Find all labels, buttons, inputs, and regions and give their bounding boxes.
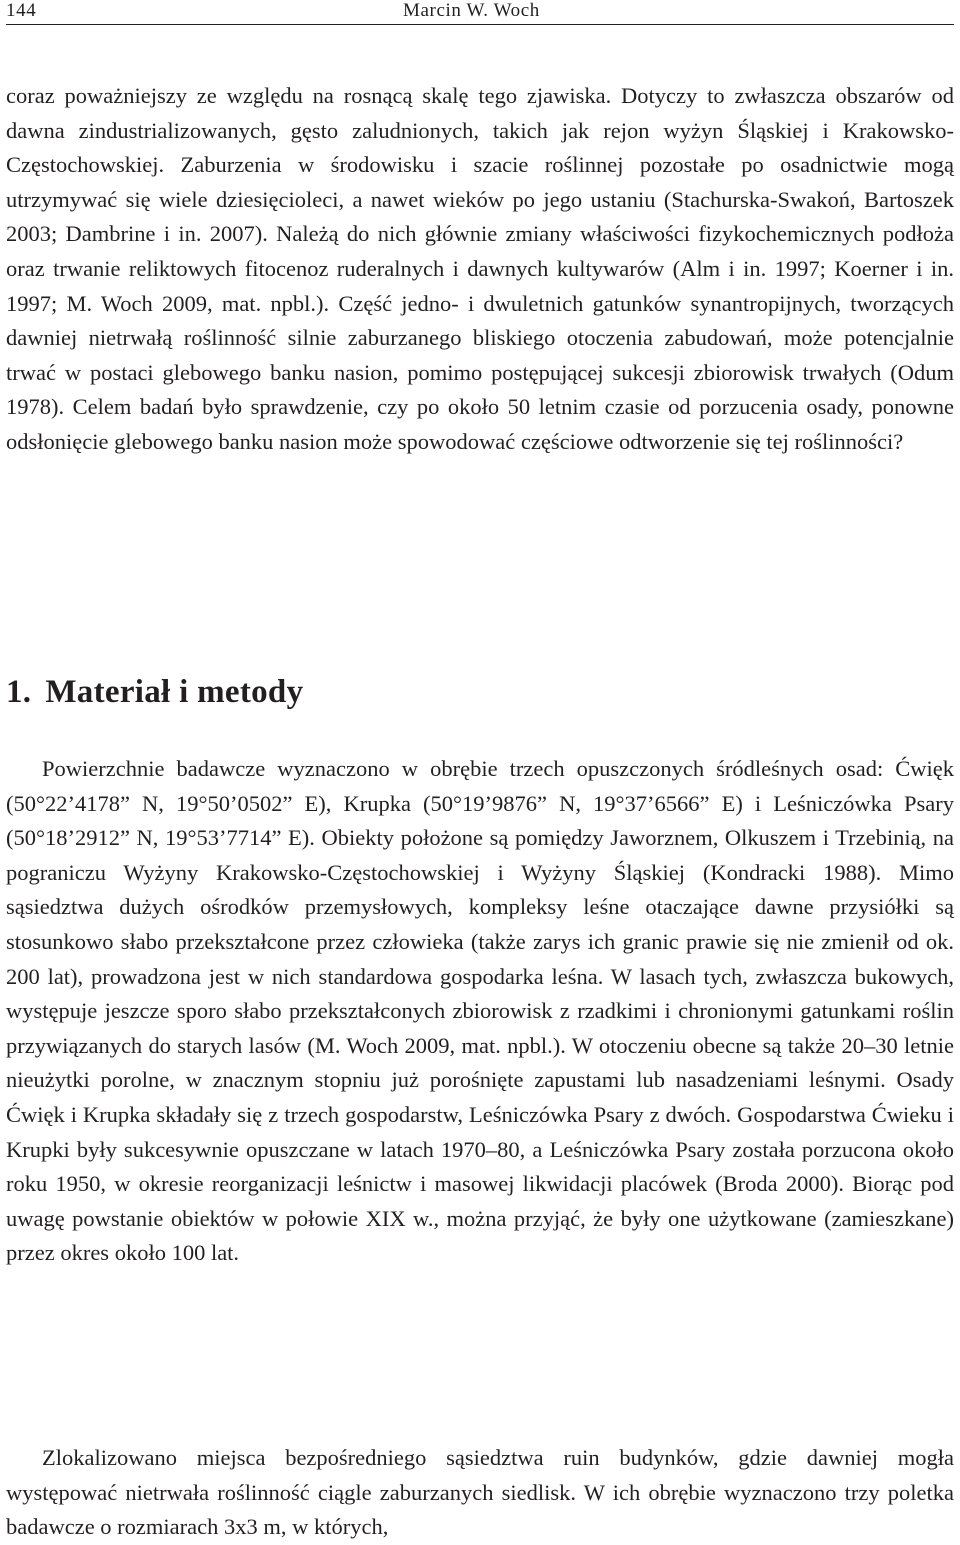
running-header bbox=[6, 0, 954, 25]
body-paragraph-intro: coraz poważniejszy ze względu na rosnącą skalę tego zjawiska. Dotyczy to zwłaszcza obszarów od dawna zindustrializowanych, gęsto zaludnionych, takich jak rejon wyżyn Śląskiej i Krakowsko-Częstochowskiej. Zaburzenia w środowisku i szacie roślinnej pozostałe po osadnictwie mogą utrzymywać się wiele dziesięcioleci, a nawet wieków po jego ustaniu (Stachurska-Swakoń, Bartoszek 2003; Dambrine i in. 2007). Należą do nich głównie zmiany właściwości fizykochemicznych podłoża oraz trwanie reliktowych fitocenoz ruderalnych i dawnych kultywarów (Alm i in. 1997; Koerner i in. 1997; M. Woch 2009, mat. npbl.). Część jedno- i dwuletnich gatunków synantropijnych, tworzących dawniej nietrwałą roślinność silnie zaburzanego bliskiego otoczenia zabudowań, może potencjalnie trwać w postaci glebowego banku nasion, pomimo postępującej sukcesji zbiorowisk trwałych (Odum 1978). Celem badań było sprawdzenie, czy po około 50 letnim czasie od porzucenia osady, ponowne odsłonięcie glebowego banku nasion może spowodować częściowe odtworzenie się tej roślinności? bbox=[6, 83, 954, 454]
section-title: Materiał i metody bbox=[45, 674, 304, 710]
body-paragraph-study-sites: Powierzchnie badawcze wyznaczono w obrębie trzech opuszczonych śródleśnych osad: Ćwięk (50°22’4178” N, 19°50’0502” E), Krupka (50°19’9876” N, 19°37’6566” E) i Leśniczówka Psary (50°18’2912” N, 19°53’7714” E). Obiekty położone są pomiędzy Jaworznem, Olkuszem i Trzebinią, na pograniczu Wyżyny Krakowsko-Częstochowskiej i Wyżyny Śląskiej (Kondracki 1988). Mimo sąsiedztwa dużych ośrodków przemysłowych, kompleksy leśne otaczające dawne przysiółki są stosunkowo słabo przekształcone przez człowieka (także zarys ich granic prawie się nie zmienił od ok. 200 lat), prowadzona jest w nich standardowa gospodarka leśna. W lasach tych, zwłaszcza bukowych, występuje jeszcze sporo słabo przekształconych zbiorowisk z rzadkimi i chronionymi gatunkami roślin przywiązanych do starych lasów (M. Woch 2009, mat. npbl.). W otoczeniu obecne są także 20–30 letnie nieużytki porolne, w znacznym stopniu już porośnięte zapustami lub nasadzeniami leśnymi. Osady Ćwięk i Krupka składały się z trzech gospodarstw, Leśniczówka Psary z dwóch. Gospodarstwa Ćwieku i Krupki były sukcesywnie opuszczane w latach 1970–80, a Leśniczówka Psary została porzucona około roku 1950, w okresie reorganizacji leśnictw i masowej likwidacji placówek (Broda 2000). Biorąc pod uwagę powstanie obiektów w połowie XIX w., można przyjąć, że były one użytkowane (zamieszkane) przez okres około 100 lat. bbox=[6, 756, 954, 1266]
section-number: 1. bbox=[6, 674, 32, 710]
section-heading bbox=[6, 670, 303, 714]
body-paragraph-plots: Zlokalizowano miejsca bezpośredniego sąsiedztwa ruin budynków, gdzie dawniej mogła występować nietrwała roślinność ciągle zaburzanych siedlisk. W ich obrębie wyznaczono trzy poletka badawcze o rozmiarach 3x3 m, w których, bbox=[6, 1445, 954, 1540]
page-number: 144 bbox=[6, 0, 37, 21]
running-author: Marcin W. Woch bbox=[403, 0, 540, 21]
